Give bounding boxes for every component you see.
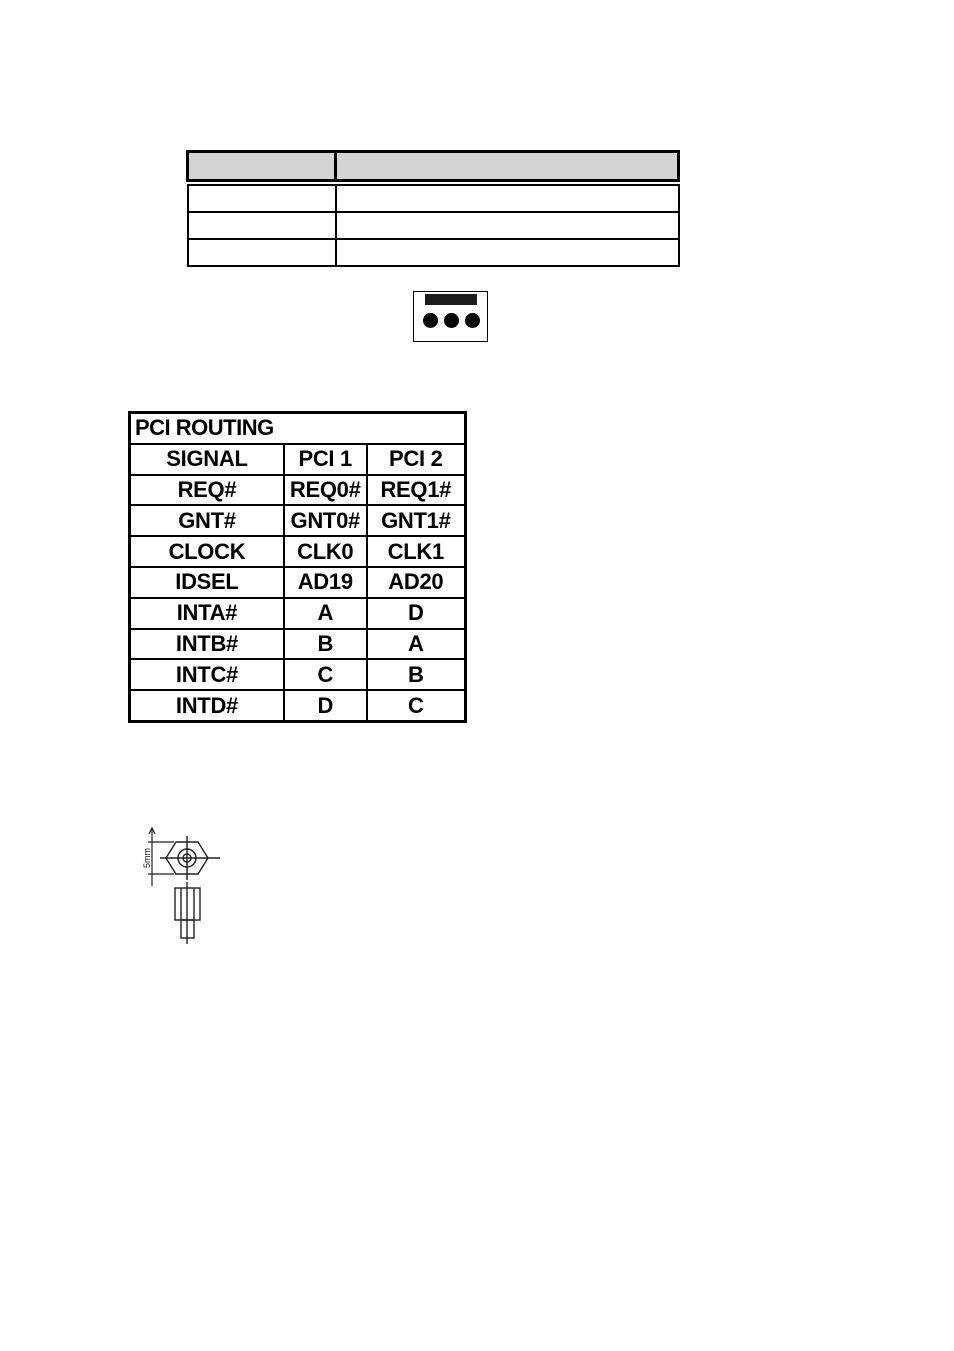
table-row	[130, 659, 466, 690]
signal-cell: INTD#	[130, 690, 284, 721]
table-row	[130, 629, 466, 660]
jumper-table-header	[188, 152, 679, 181]
pci2-cell: GNT1#	[367, 505, 466, 536]
table-row	[130, 475, 466, 506]
standoff-side-view	[175, 882, 200, 944]
pci1-cell: REQ0#	[284, 475, 367, 506]
signal-cell: INTC#	[130, 659, 284, 690]
hex-standoff-drawing	[138, 824, 228, 946]
pci2-cell: CLK1	[367, 536, 466, 567]
jumper-table-cell	[188, 185, 336, 212]
jumper-cap	[425, 294, 477, 305]
pci1-cell: C	[284, 659, 367, 690]
dimension-label: 5mm	[142, 848, 152, 868]
jumper-setting-table	[186, 150, 680, 267]
jumper-table-cell	[188, 239, 336, 266]
pci2-cell: A	[367, 629, 466, 660]
jumper-table-header-cell	[188, 152, 336, 181]
table-row	[130, 598, 466, 629]
jumper-table-cell	[336, 185, 679, 212]
jumper-table-cell	[188, 212, 336, 239]
pci1-cell: AD19	[284, 567, 367, 598]
table-row	[130, 567, 466, 598]
column-header-signal: SIGNAL	[130, 444, 284, 475]
jumper-pin-1	[423, 313, 438, 328]
signal-cell: GNT#	[130, 505, 284, 536]
signal-cell: INTA#	[130, 598, 284, 629]
table-row	[130, 690, 466, 721]
pci2-cell: REQ1#	[367, 475, 466, 506]
table-row	[130, 505, 466, 536]
jumper-table-row	[188, 185, 679, 212]
signal-cell: IDSEL	[130, 567, 284, 598]
jumper-table-header-cell	[336, 152, 679, 181]
jumper-table-cell	[336, 239, 679, 266]
column-header-pci2: PCI 2	[367, 444, 466, 475]
pci1-cell: A	[284, 598, 367, 629]
jumper-table-cell	[336, 212, 679, 239]
pci-routing-table	[128, 411, 467, 723]
column-header-pci1: PCI 1	[284, 444, 367, 475]
jumper-pin-3	[465, 313, 480, 328]
table-row	[130, 536, 466, 567]
pci2-cell: AD20	[367, 567, 466, 598]
signal-cell: INTB#	[130, 629, 284, 660]
jumper-table-row	[188, 239, 679, 266]
three-pin-jumper-diagram	[413, 291, 488, 342]
signal-cell: CLOCK	[130, 536, 284, 567]
jumper-table-row	[188, 212, 679, 239]
pci1-cell: CLK0	[284, 536, 367, 567]
pci-routing-header-row	[130, 444, 466, 475]
pci2-cell: D	[367, 598, 466, 629]
jumper-pin-2	[444, 313, 459, 328]
pci2-cell: C	[367, 690, 466, 721]
pci1-cell: D	[284, 690, 367, 721]
signal-cell: REQ#	[130, 475, 284, 506]
pci-routing-title: PCI ROUTING	[130, 413, 466, 444]
pci-routing-title-row	[130, 413, 466, 444]
pci1-cell: B	[284, 629, 367, 660]
pci1-cell: GNT0#	[284, 505, 367, 536]
pci2-cell: B	[367, 659, 466, 690]
